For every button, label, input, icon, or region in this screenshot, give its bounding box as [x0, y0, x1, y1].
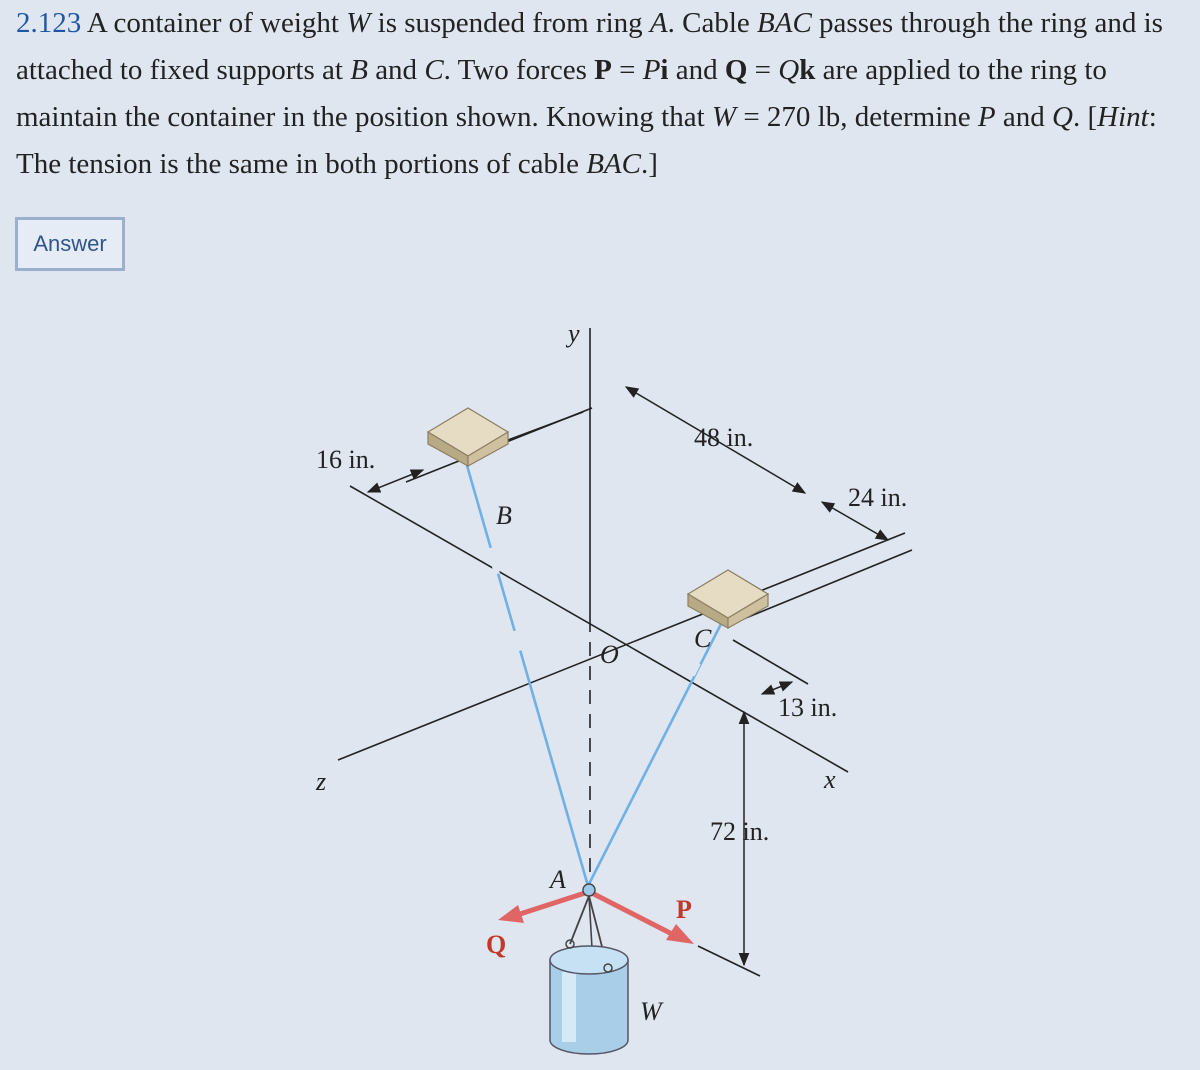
dim-16-line: [368, 470, 423, 492]
ring-A: [583, 884, 595, 896]
unit-i: i: [660, 54, 669, 86]
var-W: W: [711, 101, 737, 133]
label-force-Q: Q: [486, 930, 507, 959]
text: = 270 lb, determine: [736, 101, 978, 133]
var-B: B: [350, 54, 368, 86]
cable-AB: [466, 462, 588, 886]
axes: [338, 328, 912, 976]
text: is suspended from ring: [370, 7, 650, 39]
label-weight-W: W: [640, 997, 662, 1026]
hint-word: Hint: [1097, 101, 1149, 133]
text: .]: [641, 148, 658, 180]
var-C: C: [424, 54, 444, 86]
text: =: [611, 54, 643, 86]
force-Q-arrow: [520, 892, 588, 914]
label-point-A: A: [550, 865, 566, 894]
answer-button[interactable]: Answer: [15, 217, 125, 271]
text: are applied to the ring to maintain the container in the position shown. Knowing that: [16, 54, 1107, 133]
ref-line-bottom: [698, 946, 760, 976]
text: . Cable: [667, 7, 758, 39]
z-axis: [338, 533, 905, 760]
ref-line-c-down: [733, 640, 808, 684]
vec-P: P: [594, 54, 612, 86]
vec-Q: Q: [724, 54, 748, 86]
text: A container of weight: [81, 7, 347, 39]
force-arrows: [498, 892, 694, 944]
text: =: [747, 54, 779, 86]
var-Q: Q: [1052, 101, 1073, 133]
dimensions: [368, 387, 888, 965]
var-Q: Q: [778, 54, 800, 86]
label-force-P: P: [676, 895, 692, 924]
force-Q-head: [498, 905, 524, 923]
label-z-axis: z: [316, 767, 327, 796]
text: . Two forces: [443, 54, 595, 86]
label-x-axis: x: [824, 765, 836, 794]
ref-line-back: [508, 412, 583, 440]
var-P: P: [977, 101, 996, 133]
var-P: P: [642, 54, 661, 86]
label-dim-16: 16 in.: [316, 445, 376, 474]
text: : The tension is the same in both portions of cable: [16, 101, 1157, 180]
label-y-axis: y: [568, 319, 580, 348]
force-P-head: [666, 924, 694, 944]
var-A: A: [649, 7, 668, 39]
text: and: [668, 54, 725, 86]
label-dim-48: 48 in.: [694, 423, 754, 452]
problem-number: 2.123: [16, 7, 82, 39]
label-point-B: B: [496, 501, 512, 530]
var-BAC: BAC: [586, 148, 641, 180]
unit-k: k: [799, 54, 816, 86]
text: and: [367, 54, 425, 86]
container: [550, 896, 628, 1054]
ref-line-c: [736, 550, 912, 622]
force-P-arrow: [590, 892, 672, 934]
label-origin-O: O: [600, 640, 619, 669]
var-BAC: BAC: [757, 7, 812, 39]
label-dim-13: 13 in.: [778, 693, 838, 722]
text: . [: [1072, 101, 1098, 133]
label-dim-24: 24 in.: [848, 483, 908, 512]
var-W: W: [346, 7, 371, 39]
x-axis: [350, 486, 848, 772]
text: passes through the ring and is attached to fixed supports at: [16, 7, 1163, 86]
label-dim-72: 72 in.: [710, 817, 770, 846]
support-C: [688, 570, 768, 628]
label-point-C: C: [694, 624, 712, 653]
text: and: [995, 101, 1053, 133]
support-B: [428, 408, 508, 466]
